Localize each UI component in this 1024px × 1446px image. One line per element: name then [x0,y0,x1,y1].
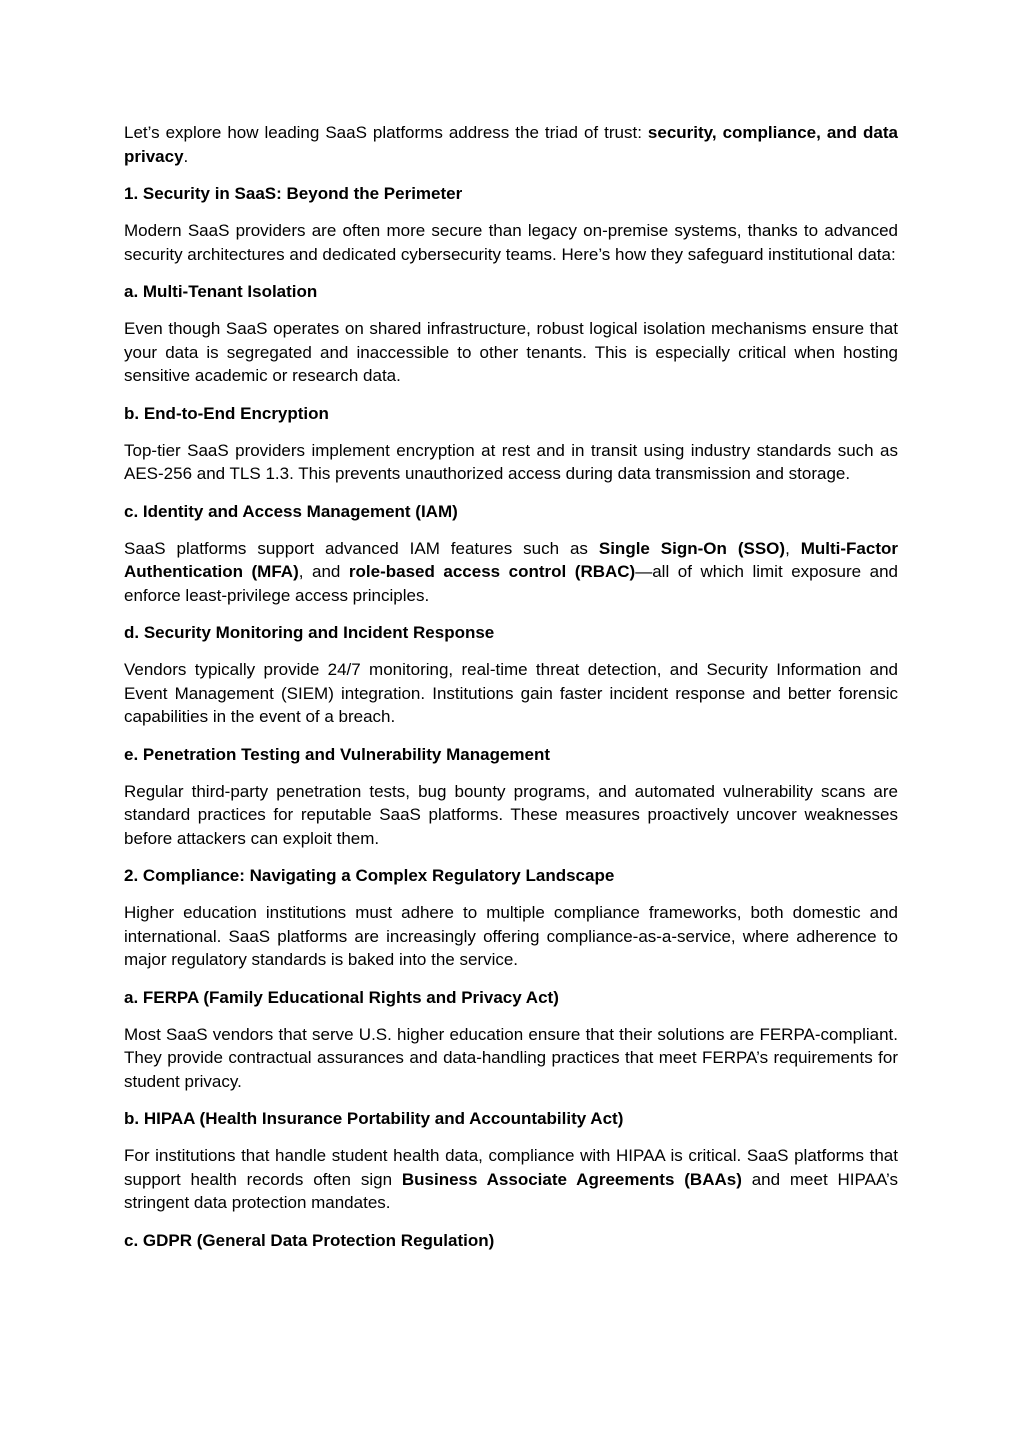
subsection-monitoring-paragraph: Vendors typically provide 24/7 monitoring, real-time threat detection, and Security Information and Event Management (SIEM) integration. Institutions gain faster incident response and better forensic capabilities in the event of a breach. [124,660,898,726]
intro-emphasis: security, compliance, and data privacy [124,123,898,166]
subsection-hipaa-heading: b. HIPAA (Health Insurance Portability and Accountability Act) [124,1109,624,1128]
subsection-iam-paragraph: SaaS platforms support advanced IAM features such as Single Sign-On (SSO), Multi-Factor Authentication (MFA), and role-based access control (RBAC)—all of which limit exposure and enforce least-privilege access principles. [124,538,899,605]
subsection-gdpr-heading: c. GDPR (General Data Protection Regulation) [124,1230,495,1250]
subsection-iam-heading: c. Identity and Access Management (IAM) [124,501,458,521]
section-1-heading: 1. Security in SaaS: Beyond the Perimeter [124,184,463,203]
section-1-paragraph: Modern SaaS providers are often more secure than legacy on-premise systems, thanks to advanced security architectures and dedicated cybersecurity teams. Here’s how they safeguard institutional data: [124,221,898,264]
subsection-pentest-heading: e. Penetration Testing and Vulnerability Management [124,744,551,764]
subsection-encryption-heading: b. End-to-End Encryption [124,403,329,423]
intro-paragraph: Let’s explore how leading SaaS platforms address the triad of trust: security, compliance, and data privacy. [124,123,898,166]
section-2-heading: 2. Compliance: Navigating a Complex Regulatory Landscape [124,866,615,885]
mfa-term: Multi-Factor Authentication (MFA) [124,538,898,581]
subsection-monitoring-heading: d. Security Monitoring and Incident Response [124,623,495,642]
subsection-encryption-paragraph: Top-tier SaaS providers implement encryption at rest and in transit using industry standards such as AES-256 and TLS 1.3. This prevents unauthorized access during data transmission and storage. [124,440,898,483]
subsection-ferpa-paragraph: Most SaaS vendors that serve U.S. higher education ensure that their solutions are FERPA-compliant. They provide contractual assurances and data-handling practices that meet FERPA’s requirements for student privacy. [124,1024,898,1091]
sso-term: Single Sign-On (SSO) [598,538,786,558]
subsection-hipaa-paragraph: For institutions that handle student health data, compliance with HIPAA is critical. SaaS platforms that support health records often sign Business Associate Agreements (BAAs) and meet HIPAA’s stringent data protection mandates. [124,1146,898,1212]
baa-term: Business Associate Agreements (BAAs) [401,1169,742,1189]
rbac-term: role-based access control (RBAC) [348,562,636,581]
section-2-paragraph: Higher education institutions must adhere to multiple compliance frameworks, both domestic and international. SaaS platforms are increasingly offering compliance-as-a-service, where adherence to major regulatory standards is baked into the service. [124,903,898,969]
subsection-ferpa-heading: a. FERPA (Family Educational Rights and Privacy Act) [124,987,559,1007]
subsection-multi-tenant-paragraph: Even though SaaS operates on shared infrastructure, robust logical isolation mechanisms ensure that your data is segregated and inaccessible to other tenants. This is especially critical when hosting sensitive academic or research data. [124,319,898,385]
subsection-multi-tenant-heading: a. Multi-Tenant Isolation [124,282,318,301]
document-page [124,121,898,1266]
subsection-pentest-paragraph: Regular third-party penetration tests, bug bounty programs, and automated vulnerability scans are standard practices for reputable SaaS platforms. These measures proactively uncover weaknesses before attackers can exploit them. [124,781,898,848]
